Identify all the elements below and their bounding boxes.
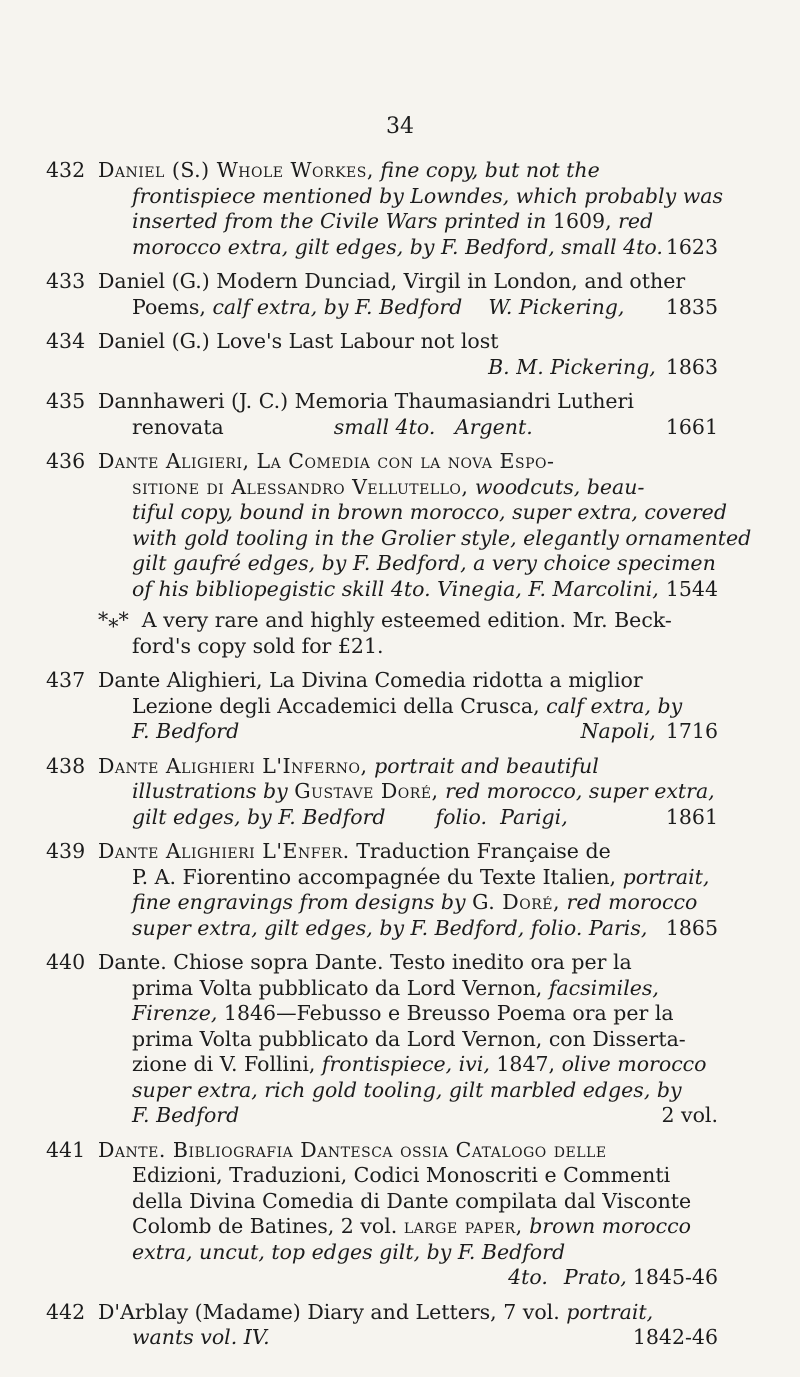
- entry-434: [46, 329, 718, 380]
- entry-title: Dante Alighieri, La Divina Comedia ridotta a miglior: [98, 668, 643, 692]
- entry-number: 441: [46, 1137, 86, 1162]
- entry-description: fine copy, but not the: [380, 158, 600, 182]
- entry-publisher: Argent.: [454, 414, 533, 439]
- note-marker: *⁎*: [98, 608, 129, 632]
- entry-publisher: Parigi,: [500, 804, 568, 829]
- entry-date: 1842-46: [632, 1325, 718, 1349]
- entry-year: 1609,: [552, 209, 612, 233]
- entry-publisher: Napoli,: [580, 719, 656, 743]
- entry-433: 433 Daniel (G.) Modern Dunciad, Virgil in London, and other Poems, calf extra, by F. Bedford W. Pickering, 1835: [46, 269, 718, 319]
- entry-date: 1861: [665, 804, 718, 829]
- entry-title: Dante. Chiose sopra Dante. Testo inedito ora per la: [98, 950, 632, 974]
- entry-number: 438: [46, 753, 86, 778]
- entry-note: ford's copy sold for £21.: [132, 633, 384, 658]
- entry-number: 436: [46, 449, 86, 473]
- entry-format: 4to.: [623, 234, 663, 259]
- entry-note: A very rare and highly esteemed edition. Mr. Beck-: [141, 608, 672, 632]
- entry-title: Dante Aligieri, La Comedia con la nova Espo-: [98, 449, 555, 473]
- entry-432: 432 Daniel (S.) Whole Workes, fine copy, but not the frontispiece mentioned by Lowndes, which probably was inserted from the Civile Wars printed in 1609, red morocco extra, gilt edges, by F. Bedford, small 4to. 1623: [46, 158, 723, 259]
- entry-title: D'Arblay (Madame) Diary and Letters, 7 vol.: [98, 1299, 560, 1324]
- entry-description: frontispiece mentioned by Lowndes, which probably was: [132, 183, 723, 208]
- entry-number: 432: [46, 158, 86, 182]
- entry-publisher: W. Pickering,: [488, 294, 625, 319]
- entry-title: Dante. Bibliografia Dantesca ossia Catalogo delle: [98, 1137, 607, 1162]
- entry-format: folio.: [435, 804, 488, 829]
- entry-title: Dante Alighieri L'Enfer.: [98, 839, 350, 863]
- entry-date: 1544: [665, 576, 718, 601]
- entry-number: 435: [46, 389, 86, 413]
- entry-number: 439: [46, 839, 86, 863]
- entry-publisher: B. M. Pickering,: [488, 354, 656, 379]
- entry-title: Daniel (G.) Modern Dunciad, Virgil in London, and other: [98, 269, 686, 293]
- entry-438: 438 Dante Alighieri L'Inferno, portrait and beautiful illustrations by Gustave Doré, red morocco, super extra, gilt edges, by F. Bedford folio. Parigi, 1861: [46, 753, 718, 829]
- entry-title: Daniel (G.) Love's Last Labour not lost: [98, 329, 499, 353]
- entry-number: 442: [46, 1299, 86, 1324]
- entry-number: 433: [46, 269, 86, 293]
- entry-date: 1865: [665, 915, 718, 940]
- entry-442: 442 D'Arblay (Madame) Diary and Letters, 7 vol. portrait, wants vol. IV. 1842-46: [46, 1299, 718, 1349]
- entry-format: 4to.: [508, 1265, 548, 1289]
- catalogue-entries: [46, 158, 752, 1360]
- entry-format: small 4to.: [333, 414, 436, 439]
- entry-date: 1863: [665, 354, 718, 379]
- entry-volumes: 2 vol.: [661, 1103, 718, 1127]
- entry-number: 437: [46, 668, 86, 692]
- entry-date: 1661: [665, 414, 718, 439]
- entry-title: Dannhaweri (J. C.) Memoria Thaumasiandri Lutheri: [98, 389, 634, 413]
- entry-date: 1845-46: [632, 1265, 718, 1289]
- entry-439: 439 Dante Alighieri L'Enfer. Traduction Française de P. A. Fiorentino accompagnée du Texte Italien, portrait, fine engravings from designs by G. Doré, red morocco super extra, gilt edges, by F. Bedford, folio. Paris, 1865: [46, 839, 718, 940]
- entry-date: 1716: [665, 719, 718, 743]
- entry-title: Daniel (S.) Whole Workes,: [98, 158, 374, 182]
- entry-437: 437 Dante Alighieri, La Divina Comedia ridotta a miglior Lezione degli Accademici della Crusca, calf extra, by F. Bedford 1716 Napoli,: [46, 668, 718, 743]
- entry-date: 1623: [665, 234, 718, 259]
- entry-441: 441 Dante. Bibliografia Dantesca ossia Catalogo delle Edizioni, Traduzioni, Codici Monoscriti e Commenti della Divina Comedia di Dante compilata dal Visconte Colomb de Batines, 2 vol. large paper, brown morocco extra, uncut, top edges gilt, by F. Bedford 1845-46 Prato, 4to.: [46, 1137, 718, 1289]
- entry-publisher: Prato,: [563, 1265, 627, 1289]
- entry-440: 440 Dante. Chiose sopra Dante. Testo inedito ora per la prima Volta pubblicato da Lord Vernon, facsimiles, Firenze, 1846—Febusso e Breusso Poema ora per la prima Volta pubblicato da Lord Vernon, con Disserta- zione di V. Follini, frontispiece, ivi, 1847, olive morocco super extra, rich gold tooling, gilt marbled edges, by F. Bedford 2 vol.: [46, 950, 718, 1127]
- entry-number: 434: [46, 329, 86, 353]
- entry-436: 436 Dante Aligieri, La Comedia con la nova Espo- sitione di Alessandro Vellutello, woodcuts, beau- tiful copy, bound in brown morocco, super extra, covered with gold tooling in the Grolier style, elegantly ornamented gilt gaufré edges, by F. Bedford, a very choice specimen of his bibliopegistic skill 4to. Vinegia, F. Marcolini, 1544 *⁎* A very rare and highly esteemed edition. Mr. Beck- ford's copy sold for £21.: [46, 449, 752, 658]
- entry-number: 440: [46, 950, 86, 974]
- entry-date: 1835: [665, 294, 718, 319]
- entry-title: Dante Alighieri L'Inferno,: [98, 753, 368, 778]
- entry-435: 435 Dannhaweri (J. C.) Memoria Thaumasiandri Lutheri renovata small 4to. Argent. 1661: [46, 389, 718, 439]
- page-number: 34: [386, 114, 414, 139]
